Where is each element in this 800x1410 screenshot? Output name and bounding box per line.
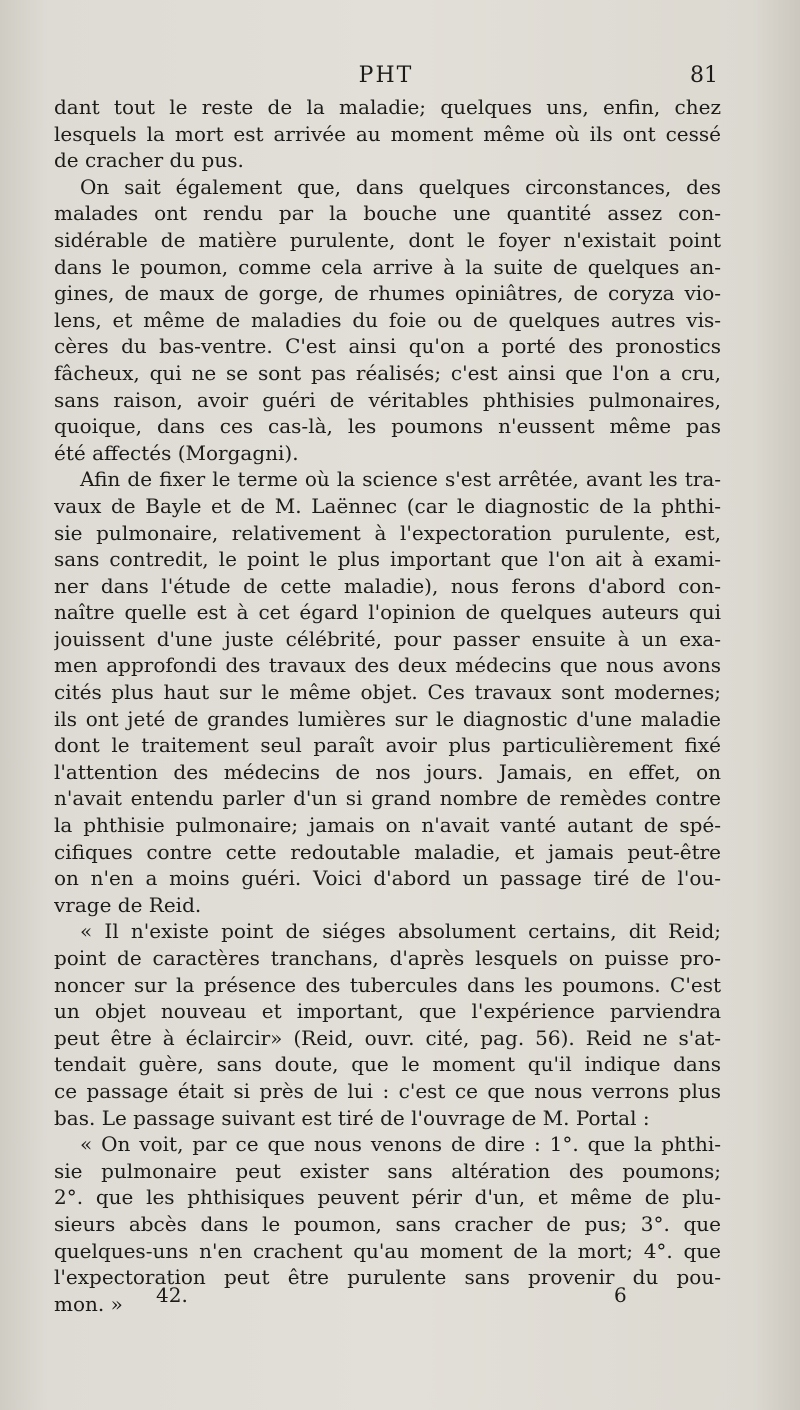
text-line: cifiques contre cette redoutable maladie, et jamais peut-être (54, 839, 721, 864)
text-line: dont le traitement seul paraît avoir plus particulièrement fixé (54, 733, 721, 758)
text-line: quoique, dans ces cas-là, les poumons n'eussent même pas (54, 414, 721, 439)
sheet-number: 6 (614, 1283, 627, 1307)
text-line: un objet nouveau et important, que l'expérience parviendra (54, 999, 721, 1024)
running-title: PHT (358, 63, 414, 88)
text-line: naître quelle est à cet égard l'opinion de quelques auteurs qui (54, 600, 721, 625)
text-line: lesquels la mort est arrivée au moment même où ils ont cessé (54, 121, 721, 146)
text-line: vaux de Bayle et de M. Laënnec (car le diagnostic de la phthi- (54, 493, 721, 518)
text-line: sidérable de matière purulente, dont le foyer n'existait point (54, 227, 721, 252)
text-line: peut être à éclaircir» (Reid, ouvr. cité, pag. 56). Reid ne s'at- (54, 1025, 721, 1050)
text-line: ce passage était si près de lui : c'est ce que nous verrons plus (54, 1078, 721, 1103)
text-line: sans raison, avoir guéri de véritables phthisies pulmonaires, (54, 387, 721, 412)
text-line: cères du bas-ventre. C'est ainsi qu'on a porté des pronostics (54, 334, 721, 359)
text-line: l'attention des médecins de nos jours. Jamais, en effet, on (54, 759, 721, 784)
text-line: on n'en a moins guéri. Voici d'abord un passage tiré de l'ou- (54, 866, 721, 891)
signature-mark: 42. (156, 1283, 188, 1307)
running-head (54, 58, 718, 94)
text-line: fâcheux, qui ne se sont pas réalisés; c'est ainsi que l'on a cru, (54, 360, 721, 385)
text-line: ner dans l'étude de cette maladie), nous ferons d'abord con- (54, 573, 721, 598)
text-line: malades ont rendu par la bouche une quantité assez con- (54, 201, 721, 226)
text-line: l'expectoration peut être purulente sans provenir du pou- (54, 1265, 721, 1290)
text-line: été affectés (Morgagni). (54, 440, 299, 465)
text-line: dans le poumon, comme cela arrive à la suite de quelques an- (54, 254, 721, 279)
text-line: jouissent d'une juste célébrité, pour passer ensuite à un exa- (54, 626, 721, 651)
text-line: gines, de maux de gorge, de rhumes opiniâtres, de coryza vio- (54, 281, 721, 306)
page-number: 81 (690, 63, 718, 88)
text-line: dant tout le reste de la maladie; quelques uns, enfin, chez (54, 95, 721, 119)
text-line: sie pulmonaire peut exister sans altération des poumons; (54, 1158, 721, 1183)
text-line: tendait guère, sans doute, que le moment qu'il indique dans (54, 1052, 721, 1077)
page-footer (54, 1278, 721, 1312)
text-line: lens, et même de maladies du foie ou de quelques autres vis- (54, 307, 721, 332)
text-line: cités plus haut sur le même objet. Ces travaux sont modernes; (54, 680, 721, 705)
text-line: quelques-uns n'en crachent qu'au moment de la mort; 4°. que (54, 1238, 721, 1263)
text-line: bas. Le passage suivant est tiré de l'ouvrage de M. Portal : (54, 1105, 650, 1130)
text-line: mon. » (54, 1291, 123, 1316)
text-line: sieurs abcès dans le poumon, sans cracher de pus; 3°. que (54, 1211, 721, 1236)
text-line: ils ont jeté de grandes lumières sur le diagnostic d'une maladie (54, 706, 721, 731)
text-line: sans contredit, le point le plus important que l'on ait à exami- (54, 547, 721, 572)
text-line: Afin de fixer le terme où la science s'est arrêtée, avant les tra- (80, 467, 721, 492)
text-line: vrage de Reid. (54, 892, 202, 917)
text-line: On sait également que, dans quelques circonstances, des (80, 174, 721, 199)
text-line: la phthisie pulmonaire; jamais on n'avait vanté autant de spé- (54, 813, 721, 838)
text-line: 2°. que les phthisiques peuvent périr d'un, et même de plu- (54, 1185, 721, 1210)
text-line: « On voit, par ce que nous venons de dire : 1°. que la phthi- (80, 1132, 721, 1157)
text-line: n'avait entendu parler d'un si grand nombre de remèdes contre (54, 786, 721, 811)
text-line: de cracher du pus. (54, 148, 244, 173)
text-line: men approfondi des travaux des deux médecins que nous avons (54, 653, 721, 678)
text-line: sie pulmonaire, relativement à l'expectoration purulente, est, (54, 520, 721, 545)
body-text (54, 94, 721, 1317)
text-line: noncer sur la présence des tubercules dans les poumons. C'est (54, 972, 721, 997)
text-line: point de caractères tranchans, d'après lesquels on puisse pro- (54, 946, 721, 970)
text-line: « Il n'existe point de siéges absolument certains, dit Reid; (80, 919, 721, 944)
